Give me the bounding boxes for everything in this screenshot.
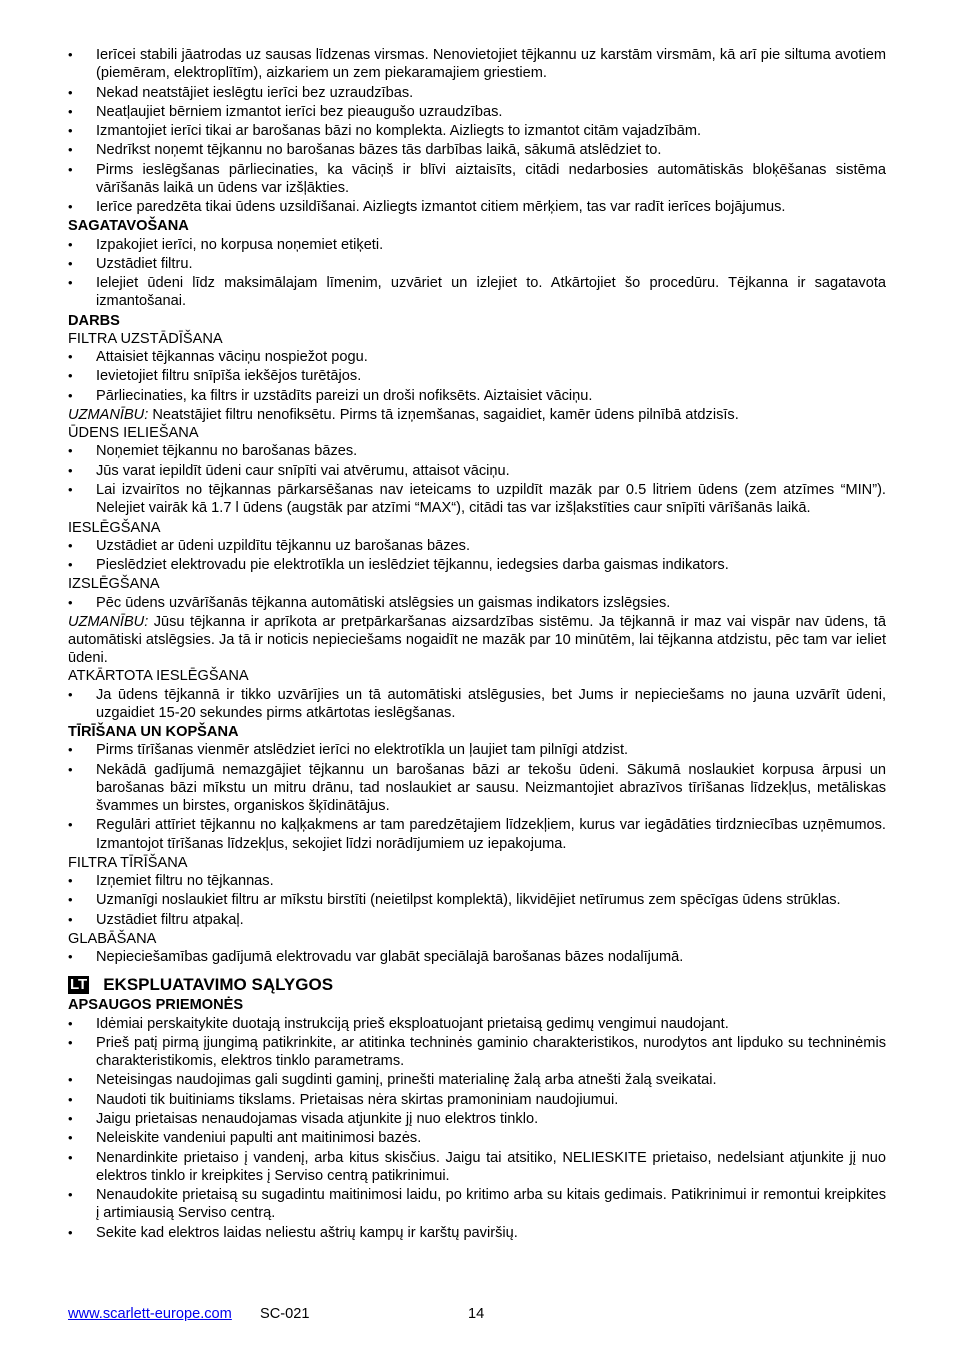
list-item: • Neteisingas naudojimas gali sugdinti gaminį, prinešti materialinę žalą arba atnešti žalą sveikatai. <box>68 1071 886 1089</box>
list-item: • Izmantojiet ierīci tikai ar barošanas bāzi no komplekta. Aizliegts to izmantot citām vajadzībām. <box>68 122 886 140</box>
list-item: • Pirms ieslēgšanas pārliecinaties, ka vāciņš ir blīvi aiztaisīts, citādi nedarbosies automātiskās bloķēšanas sistēma vārīšanās laikā un ūdens var izšļākties. <box>68 161 886 197</box>
page-footer <box>68 1305 886 1323</box>
list-item: • Neatļaujiet bērniem izmantot ierīci bez pieaugušo uzraudzības. <box>68 103 886 121</box>
list-item: • Sekite kad elektros laidas neliestu aštrių kampų ir karštų paviršių. <box>68 1224 886 1242</box>
subsection-heading: FILTRA UZSTĀDĪŠANA <box>68 330 223 347</box>
list-item: • Nepieciešamības gadījumā elektrovadu var glabāt speciālajā barošanas bāzes nodalījumā. <box>68 948 886 966</box>
list-item: • Pieslēdziet elektrovadu pie elektrotīkla un ieslēdziet tējkannu, iedegsies darba gaismas indikators. <box>68 556 886 574</box>
list-item: • Ielejiet ūdeni līdz maksimālajam līmenim, uzvāriet un izlejiet to. Atkārtojiet šo procedūru. Tējkanna ir sagatavota izmantošanai. <box>68 274 886 310</box>
caution-label: UZMANĪBU: <box>68 407 149 424</box>
caution-note <box>68 613 886 668</box>
safety-list-lv <box>68 46 886 216</box>
list-item: • Izpakojiet ierīci, no korpusa noņemiet etiķeti. <box>68 236 886 254</box>
list-item: • Prieš patį pirmą įjungimą patikrinkite, ar atitinka techninės gaminio charakteristikos, nurodytos ant lipduko su techninėmis charakteristikomis, elektros tinklo parametrams. <box>68 1034 886 1070</box>
filter-cleaning-list <box>68 872 886 929</box>
list-item: • Nedrīkst noņemt tējkannu no barošanas bāzes tās darbības laikā, sākumā atslēdziet to. <box>68 141 886 159</box>
subsection-heading: ATKĀRTOTA IESLĒGŠANA <box>68 668 249 685</box>
list-item: • Nekādā gadījumā nemazgājiet tējkannu un barošanas bāzi ar tekošu ūdeni. Sākumā noslaukiet korpusa ārpusi un barošanas bāzi mīkstu un mitru drānu, tad noslaukiet ar sausu. Neizmantojiet abrazīvos tīrīšanas līdzekļus, metāliskas švammes un birstes, organiskos šķīdinātājus. <box>68 761 886 816</box>
list-item: • Pārliecinaties, ka filtrs ir uzstādīts pareizi un droši nofiksēts. Aiztaisiet vāciņu. <box>68 387 886 405</box>
list-item: • Idėmiai perskaitykite duotają instrukciją prieš eksploatuojant prietaisą gedimų vengimui naudojant. <box>68 1015 886 1033</box>
lt-section-heading <box>68 974 886 996</box>
caution-label: UZMANĪBU: <box>68 613 149 630</box>
caution-note <box>68 406 886 424</box>
subsection-heading: GLABĀŠANA <box>68 930 157 947</box>
list-item: • Noņemiet tējkannu no barošanas bāzes. <box>68 442 886 460</box>
list-item: • Jaigu prietaisas nenaudojamas visada atjunkite jį nuo elektros tinklo. <box>68 1110 886 1128</box>
section-heading: APSAUGOS PRIEMONĖS <box>68 997 244 1014</box>
subsection-heading: FILTRA TĪRĪŠANA <box>68 854 188 871</box>
list-item: • Ierīcei stabili jāatrodas uz sausas līdzenas virsmas. Nenovietojiet tējkannu uz karstām virsmām, kā arī pie siltuma avotiem (piemēram, elektroplītīm), aizkariem un zem piekaramajiem griestiem. <box>68 46 886 82</box>
list-item: • Lai izvairītos no tējkannas pārkarsēšanas nav ieteicams to uzpildīt mazāk par 0.5 litriem ūdens (zem atzīmes “MIN”). Nelejiet vairāk kā 1.7 l ūdens (augstāk par atzīmi “MAX“), citādi tas var izšļakstīties caur snīpīti vārīšanās laikā. <box>68 481 886 517</box>
list-item: • Regulāri attīriet tējkannu no kaļķakmens ar tam paredzētajiem līdzekļiem, kurus var iegādāties tirdzniecības uzņēmumos. Izmantojot tīrīšanas līdzekļus, sekojiet līdzi norādījumiem uz iepakojuma. <box>68 816 886 852</box>
list-item: • Attaisiet tējkannas vāciņu nospiežot pogu. <box>68 348 886 366</box>
subsection-heading: IZSLĒGŠANA <box>68 576 160 593</box>
website-link[interactable]: www.scarlett-europe.com <box>68 1306 232 1322</box>
list-item: • Nenardinkite prietaiso į vandenį, arba kitus skisčius. Jaigu tai atsitiko, NELIESKITE prietaiso, nedelsiant atjunkite jį nuo elektros tinklo ir kreipkites į Serviso centrą patikrinimui. <box>68 1149 886 1185</box>
list-item: • Naudoti tik buitiniams tikslams. Prietaisas nėra skirtas pramoniniam naudojiumui. <box>68 1091 886 1109</box>
list-item: • Neleiskite vandeniui papulti ant maitinimosi bazės. <box>68 1129 886 1147</box>
section-heading: TĪRĪŠANA UN KOPŠANA <box>68 724 239 741</box>
water-fill-list <box>68 442 886 517</box>
switch-on-list <box>68 537 886 575</box>
language-badge: LT <box>70 976 88 994</box>
lt-title: EKSPLUATAVIMO SĄLYGOS <box>103 975 334 995</box>
preparation-list <box>68 236 886 311</box>
caution-text: Jūsu tējkanna ir aprīkota ar pretpārkaršanas aizsardzības sistēmu. Ja tējkannā ir maz vai vispār nav ūdens, tā automātiski atslēgsies. Ja tā ir noticis nepieciešams nogaidīt ne mazāk par 10 minūtēm, lai tējkanna atdzistu, pēc tam var ieliet ūdeni. <box>68 613 886 667</box>
safety-list-lt <box>68 1015 886 1242</box>
cleaning-list <box>68 741 886 852</box>
list-item: • Izņemiet filtru no tējkannas. <box>68 872 886 890</box>
filter-install-list <box>68 348 886 405</box>
list-item: • Jūs varat iepildīt ūdeni caur snīpīti vai atvērumu, attaisot vāciņu. <box>68 462 886 480</box>
storage-list <box>68 948 886 966</box>
subsection-heading: ŪDENS IELIEŠANA <box>68 425 199 442</box>
list-item: • Uzstādiet filtru atpakaļ. <box>68 911 886 929</box>
subsection-heading: IESLĒGŠANA <box>68 519 161 536</box>
list-item: • Uzmanīgi noslaukiet filtru ar mīkstu birstīti (neietilpst komplektā), likvidējiet netīrumus zem spēcīgas ūdens strūklas. <box>68 891 886 909</box>
restart-list <box>68 686 886 722</box>
section-heading: DARBS <box>68 312 120 329</box>
list-item: • Pirms tīrīšanas vienmēr atslēdziet ierīci no elektrotīkla un ļaujiet tam pilnīgi atdzist. <box>68 741 886 759</box>
list-item: • Ievietojiet filtru snīpīša iekšējos turētājos. <box>68 367 886 385</box>
model-number: SC-021 <box>260 1306 310 1322</box>
page-content <box>68 46 886 1243</box>
list-item: • Uzstādiet ar ūdeni uzpildītu tējkannu uz barošanas bāzes. <box>68 537 886 555</box>
list-item: • Pēc ūdens uzvārīšanās tējkanna automātiski atslēgsies un gaismas indikators izslēgsies. <box>68 594 886 612</box>
switch-off-list <box>68 594 886 612</box>
page-number: 14 <box>468 1306 485 1322</box>
list-item: • Ierīce paredzēta tikai ūdens uzsildīšanai. Aizliegts izmantot citiem mērķiem, tas var radīt ierīces bojājumus. <box>68 198 886 216</box>
list-item: • Uzstādiet filtru. <box>68 255 886 273</box>
list-item: • Nenaudokite prietaisą su sugadintu maitinimosi laidu, po kritimo arba su kitais gedimais. Patikrinimui ir remontui kreipkites į artimiausią Serviso centrą. <box>68 1186 886 1222</box>
list-item: • Nekad neatstājiet ieslēgtu ierīci bez uzraudzības. <box>68 84 886 102</box>
caution-text: Neatstājiet filtru nenofiksētu. Pirms tā izņemšanas, sagaidiet, kamēr ūdens pilnībā atdzisīs. <box>148 407 739 424</box>
section-heading: SAGATAVOŠANA <box>68 218 189 235</box>
list-item: • Ja ūdens tējkannā ir tikko uzvārījies un tā automātiski atslēgusies, bet Jums ir nepieciešams no jauna uzvārīt ūdeni, uzgaidiet 15-20 sekundes pirms atkārtotas ieslēgšanas. <box>68 686 886 722</box>
